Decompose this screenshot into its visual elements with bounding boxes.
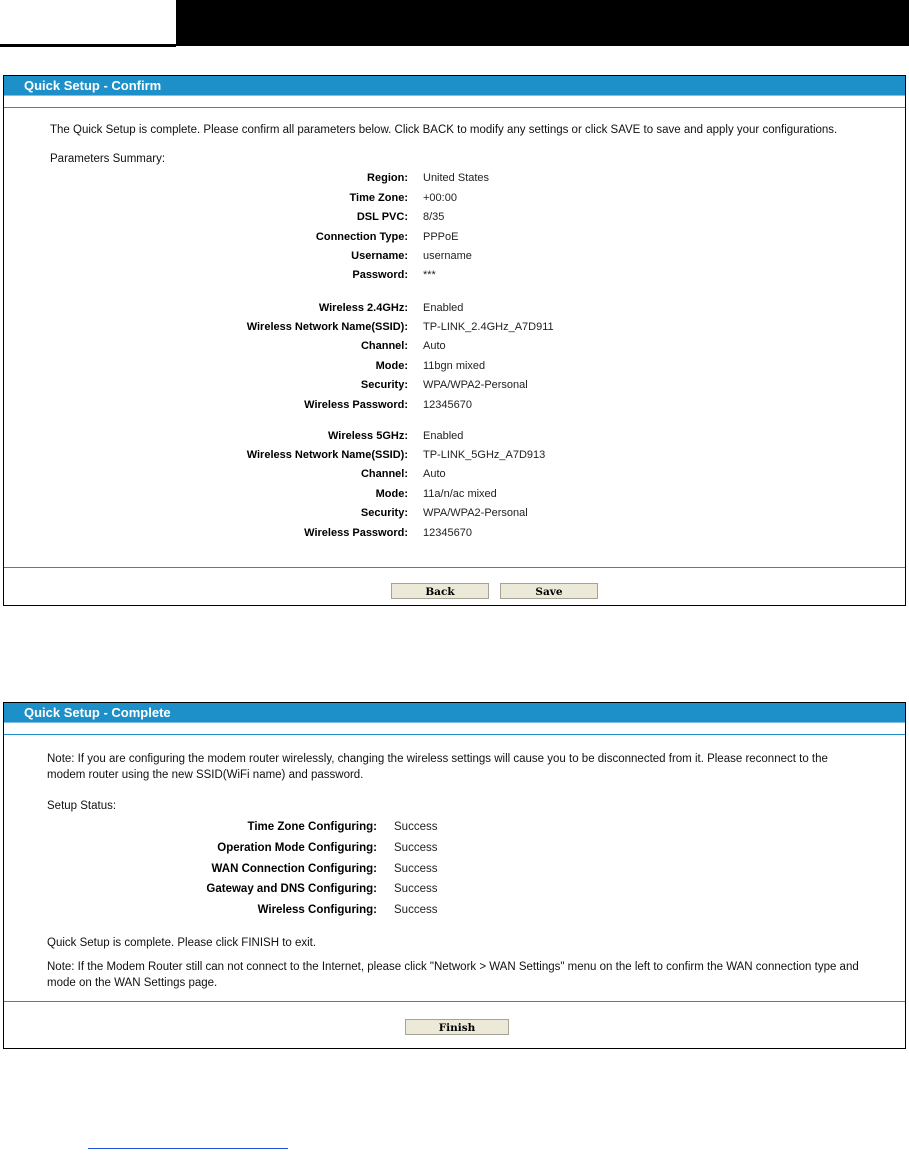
back-button[interactable]: Back [391,583,489,599]
status-row-label: Time Zone Configuring: [247,821,377,833]
summary-row-value: 12345670 [423,399,472,411]
summary-row-value: Enabled [423,430,464,442]
status-row-label: Gateway and DNS Configuring: [206,883,377,895]
header-rule [0,44,176,47]
summary-row-label: Security: [360,379,408,391]
confirm-footer-divider [4,567,905,568]
summary-row-label: Time Zone: [349,192,408,204]
summary-row-label: Security: [360,507,408,519]
complete-footer-divider [4,1001,905,1002]
finish-button[interactable]: Finish [405,1019,509,1035]
summary-row-label: Username: [351,250,408,262]
summary-row-label: Wireless Password: [304,527,408,539]
summary-row-value: 8/35 [423,211,445,223]
summary-label: Parameters Summary: [50,153,166,165]
summary-row-value: Auto [423,468,446,480]
status-row-label: WAN Connection Configuring: [211,863,377,875]
status-row-value: Success [394,842,438,854]
document-link-underline[interactable] [88,1148,288,1149]
complete-title: Quick Setup - Complete [4,703,905,723]
summary-row-label: Mode: [375,360,408,372]
summary-row-value: WPA/WPA2-Personal [423,507,528,519]
header-band [176,0,909,46]
status-row-label: Operation Mode Configuring: [217,842,377,854]
status-row-label: Wireless Configuring: [257,904,377,916]
status-row-value: Success [394,904,438,916]
summary-row-label: Connection Type: [315,231,408,243]
setup-status-label: Setup Status: [47,800,117,812]
summary-row-label: Channel: [360,340,408,352]
summary-row-label: Wireless 2.4GHz: [318,302,408,314]
status-row-value: Success [394,863,438,875]
summary-row-value: United States [423,172,490,184]
summary-row-value: *** [423,269,436,281]
summary-row-value: Auto [423,340,446,352]
complete-note: Note: If you are configuring the modem router wirelessly, changing the wireless settings will cause you to be disconnected from it. Please reconnect to the modem router using the new SSID(WiFi name) and password. [47,753,828,781]
summary-row-value: TP-LINK_5GHz_A7D913 [423,449,546,461]
confirm-intro: The Quick Setup is complete. Please confirm all parameters below. Click BACK to modify any settings or click SAVE to save and apply your configurations. [50,124,838,136]
summary-row-label: Password: [352,269,408,281]
summary-row-label: DSL PVC: [356,211,408,223]
finish-message: Quick Setup is complete. Please click FINISH to exit. [47,937,317,949]
summary-row-value: +00:00 [423,192,457,204]
summary-row-label: Wireless Network Name(SSID): [246,449,408,461]
confirm-panel [3,75,906,606]
summary-row-value: WPA/WPA2-Personal [423,379,528,391]
status-row-value: Success [394,821,438,833]
confirm-title: Quick Setup - Confirm [4,76,905,96]
wan-note: Note: If the Modem Router still can not connect to the Internet, please click "Network > WAN Settings" menu on the left to confirm the WAN connection type and mode on the WAN Settings page. [47,961,859,989]
summary-row-value: username [423,250,472,262]
summary-row-label: Wireless Network Name(SSID): [246,321,408,333]
summary-row-value: TP-LINK_2.4GHz_A7D911 [423,321,554,333]
summary-row-label: Wireless 5GHz: [328,430,408,442]
save-button[interactable]: Save [500,583,598,599]
summary-row-label: Region: [367,172,408,184]
status-row-value: Success [394,883,438,895]
summary-row-value: 11bgn mixed [423,360,486,372]
summary-row-label: Mode: [375,488,408,500]
summary-row-value: Enabled [423,302,464,314]
summary-row-label: Wireless Password: [304,399,408,411]
summary-row-value: 12345670 [423,527,472,539]
complete-panel [3,702,906,1049]
summary-row-value: PPPoE [423,231,459,243]
summary-row-value: 11a/n/ac mixed [423,488,497,500]
summary-row-label: Channel: [360,468,408,480]
